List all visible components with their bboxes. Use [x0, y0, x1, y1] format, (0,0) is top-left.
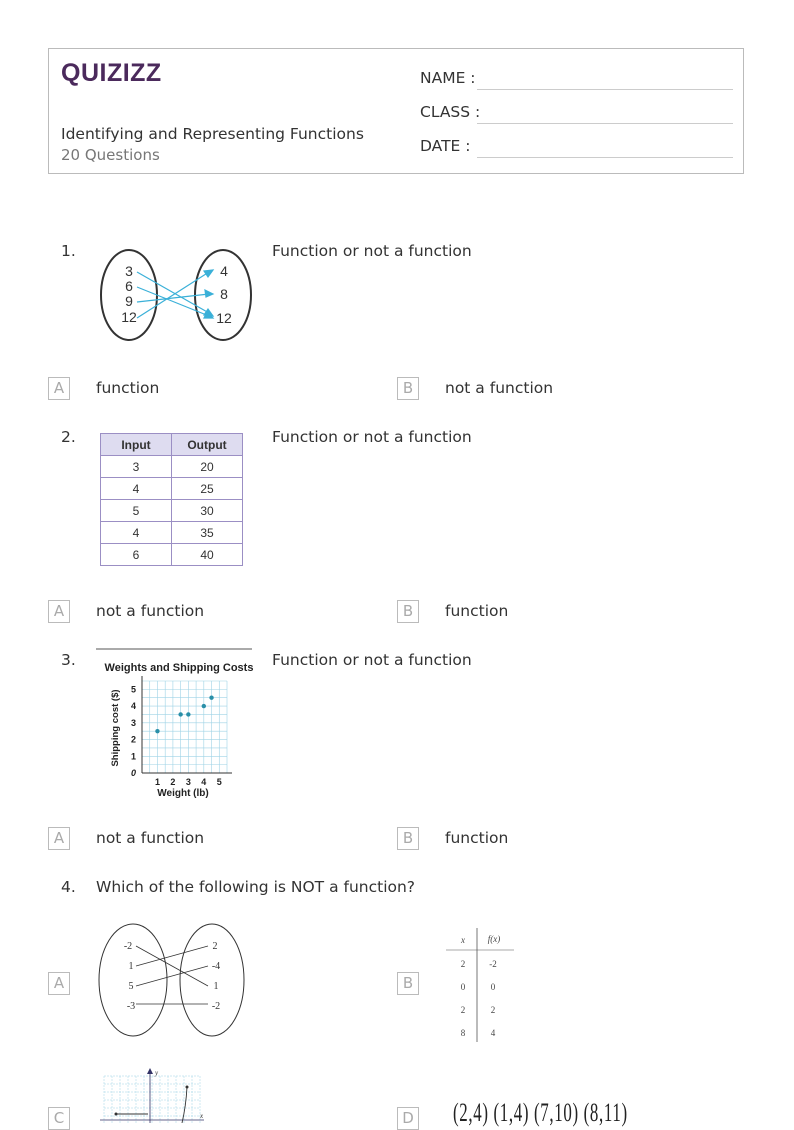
worksheet-title: Identifying and Representing Functions	[61, 125, 364, 143]
table-cell: -2	[489, 959, 497, 969]
option-b-table[interactable]	[444, 926, 524, 1046]
table-header: f(x)	[487, 934, 501, 944]
option-a-mapping[interactable]	[98, 922, 248, 1040]
table-cell: 4	[101, 478, 172, 500]
x-axis-label: x	[200, 1112, 204, 1120]
y-tick-label: 1	[130, 751, 136, 762]
option-a-letter[interactable]: A	[48, 827, 70, 850]
input-output-table	[100, 433, 243, 566]
table-header: Output	[172, 434, 243, 456]
question-number: 1.	[61, 242, 76, 260]
question-count: 20 Questions	[61, 146, 160, 164]
domain-value: 3	[125, 263, 133, 279]
table-cell: 0	[460, 982, 466, 992]
table-cell: 3	[101, 456, 172, 478]
option-b-text[interactable]: function	[445, 829, 509, 847]
option-b-text[interactable]: function	[445, 602, 509, 620]
name-label: NAME :	[420, 69, 476, 87]
x-tick-label: 5	[216, 777, 222, 787]
table-header: Input	[101, 434, 172, 456]
domain-value: 1	[128, 961, 134, 972]
option-c-graph[interactable]	[100, 1066, 210, 1123]
y-axis-label: Shipping cost ($)	[110, 689, 121, 767]
table-cell: 2	[490, 1005, 496, 1015]
table-cell: 2	[460, 1005, 466, 1015]
range-value: 2	[212, 941, 218, 952]
mapping-diagram	[96, 244, 258, 346]
mapping-arrows	[137, 270, 213, 318]
data-point	[209, 696, 213, 700]
date-label: DATE :	[420, 137, 471, 155]
table-header: x	[461, 935, 465, 945]
option-b-letter[interactable]: B	[397, 827, 419, 850]
range-value: -4	[211, 961, 221, 972]
data-point	[202, 704, 206, 708]
chart-title: Weights and Shipping Costs	[104, 662, 254, 674]
table-cell: 8	[460, 1028, 466, 1038]
table-cell: 20	[172, 456, 243, 478]
table-cell: 30	[172, 500, 243, 522]
table-cell: 2	[460, 959, 466, 969]
option-b-text[interactable]: not a function	[445, 379, 554, 397]
origin-label: 0	[130, 768, 136, 778]
domain-value: -2	[123, 941, 133, 952]
option-b-letter[interactable]: B	[397, 972, 419, 995]
domain-value: -3	[126, 1001, 136, 1012]
range-value: 12	[216, 310, 232, 326]
option-a-text[interactable]: not a function	[96, 602, 205, 620]
range-value: 8	[220, 286, 228, 302]
question-number: 2.	[61, 428, 76, 446]
class-label: CLASS :	[420, 103, 481, 121]
worksheet-header	[48, 48, 744, 174]
option-a-letter[interactable]: A	[48, 972, 70, 995]
table-cell: 4	[101, 522, 172, 544]
table-cell: 40	[172, 544, 243, 566]
option-a-text[interactable]: not a function	[96, 829, 205, 847]
option-a-letter[interactable]: A	[48, 600, 70, 623]
question-text: Function or not a function	[272, 428, 472, 446]
option-b-letter[interactable]: B	[397, 377, 419, 400]
range-value: 1	[213, 981, 219, 992]
y-axis-label: y	[155, 1069, 159, 1077]
option-c-letter[interactable]: C	[48, 1107, 70, 1130]
y-tick-label: 2	[130, 734, 136, 745]
question-text: Function or not a function	[272, 242, 472, 260]
domain-value: 9	[125, 293, 133, 309]
table-cell: 0	[490, 982, 496, 992]
x-tick-label: 4	[201, 777, 207, 787]
domain-value: 5	[128, 981, 134, 992]
table-cell: 35	[172, 522, 243, 544]
y-tick-label: 4	[130, 701, 136, 712]
question-number: 4.	[61, 878, 76, 896]
quizizz-logo: QUIZIZZ	[61, 59, 162, 87]
x-tick-label: 1	[154, 777, 160, 787]
date-field[interactable]	[477, 157, 733, 158]
name-field[interactable]	[477, 89, 733, 90]
option-d-ordered-pairs[interactable]: (2,4) (1,4) (7,10) (8,11)	[453, 1098, 628, 1127]
domain-value: 12	[121, 309, 137, 325]
option-b-letter[interactable]: B	[397, 600, 419, 623]
question-number: 3.	[61, 651, 76, 669]
table-cell: 4	[490, 1028, 496, 1038]
data-point	[178, 712, 182, 716]
x-axis-label: Weight (lb)	[157, 788, 209, 799]
option-a-letter[interactable]: A	[48, 377, 70, 400]
question-text: Which of the following is NOT a function?	[96, 878, 416, 896]
class-field[interactable]	[477, 123, 733, 124]
data-point	[186, 712, 190, 716]
domain-value: 6	[125, 278, 133, 294]
scatter-chart	[96, 648, 258, 802]
table-cell: 5	[101, 500, 172, 522]
table-cell: 6	[101, 544, 172, 566]
x-tick-label: 3	[185, 777, 191, 787]
y-tick-label: 5	[130, 684, 136, 695]
x-tick-label: 2	[170, 777, 176, 787]
option-a-text[interactable]: function	[96, 379, 160, 397]
option-d-letter[interactable]: D	[397, 1107, 419, 1130]
data-point	[155, 729, 159, 733]
y-tick-label: 3	[130, 717, 136, 728]
range-value: 4	[220, 263, 228, 279]
question-text: Function or not a function	[272, 651, 472, 669]
table-cell: 25	[172, 478, 243, 500]
range-value: -2	[211, 1001, 221, 1012]
